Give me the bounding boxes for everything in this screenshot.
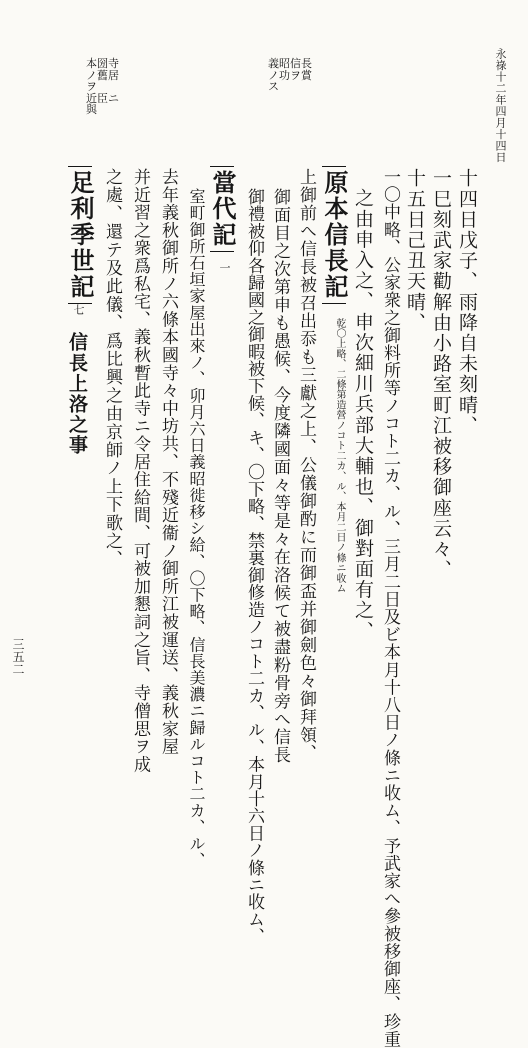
text-column: 十四日戊子、雨降自未刻晴、 [456, 168, 478, 436]
source-volume: 七 [72, 304, 85, 316]
text-column: 上御前へ信長被召出忝も三獻之上、公儀御酌に而御盃并御劍色々御拜領、 [296, 168, 316, 762]
margin-note-line: 近臣ニ與 [86, 91, 119, 117]
source-note: 乾〇上略、二條第造營ノコト二カ、ル、本月二日ノ條ニ收ム [334, 318, 345, 594]
text-column: 一巳刻武家勸解由小路室町江被移御座云々、 [430, 168, 452, 580]
source-title-nobunaga: 原本信長記 [322, 166, 346, 304]
text-column: 室町御所石垣家屋出來ノ、卯月六日義昭徙移シ給、〇下略、信長美濃ニ歸ルコト二カ、ル、 [187, 188, 206, 869]
source-title-todai: 當代記 [210, 166, 234, 252]
text-column: 十五日己丑天晴、 [404, 168, 426, 333]
margin-note-line: 本圀寺 [86, 57, 119, 70]
text-column: 之由申入之、申次細川兵部大輔也、御對面有之、 [352, 188, 374, 642]
text-column: 之處、還テ及此儀、爲比興之由京師ノ上下歌之、 [102, 168, 122, 569]
margin-note-line: ノ舊居ヲ [86, 68, 119, 94]
page-number: 三五二 [11, 638, 25, 676]
margin-note-line: ノ功ヲ賞 [268, 68, 312, 82]
text-column: 去年義秋御所ノ六條本國寺々中坊共、不殘近衞ノ御所江被運送、義秋家屋 [158, 168, 178, 756]
margin-note-reward [268, 58, 312, 93]
running-header-date: 永祿十二年四月十四日 [494, 48, 507, 163]
text-column: 御面目之次第申も愚候、今度隣國面々等是々在洛候て被盡粉骨旁へ信長 [270, 188, 290, 764]
margin-note-line: 義昭信長 [268, 57, 312, 70]
text-column: 一〇中略、公家衆之御料所等ノコト二カ、ル、三月二日及ビ本月十八日ノ條ニ收ム、予武家へ參被移御座、珍重 [380, 168, 400, 1048]
margin-note-residence [86, 58, 126, 116]
text-column: 并近習之衆爲私宅、義秋暫此寺ニ令居住給間、可被加懇詞之旨、寺僧思ヲ成 [130, 168, 150, 774]
source-note: 一 [218, 262, 231, 274]
source-title-ashikaga: 足利季世記 [68, 166, 92, 304]
margin-note-line: ス [268, 80, 279, 94]
section-heading: 信長上洛之事 [66, 332, 88, 456]
text-column: 御禮被仰各歸國之御暇被下候、キ、〇下略、禁裏御修造ノコト二カ、ル、本月十六日ノ條ニ收ム、 [244, 188, 264, 945]
